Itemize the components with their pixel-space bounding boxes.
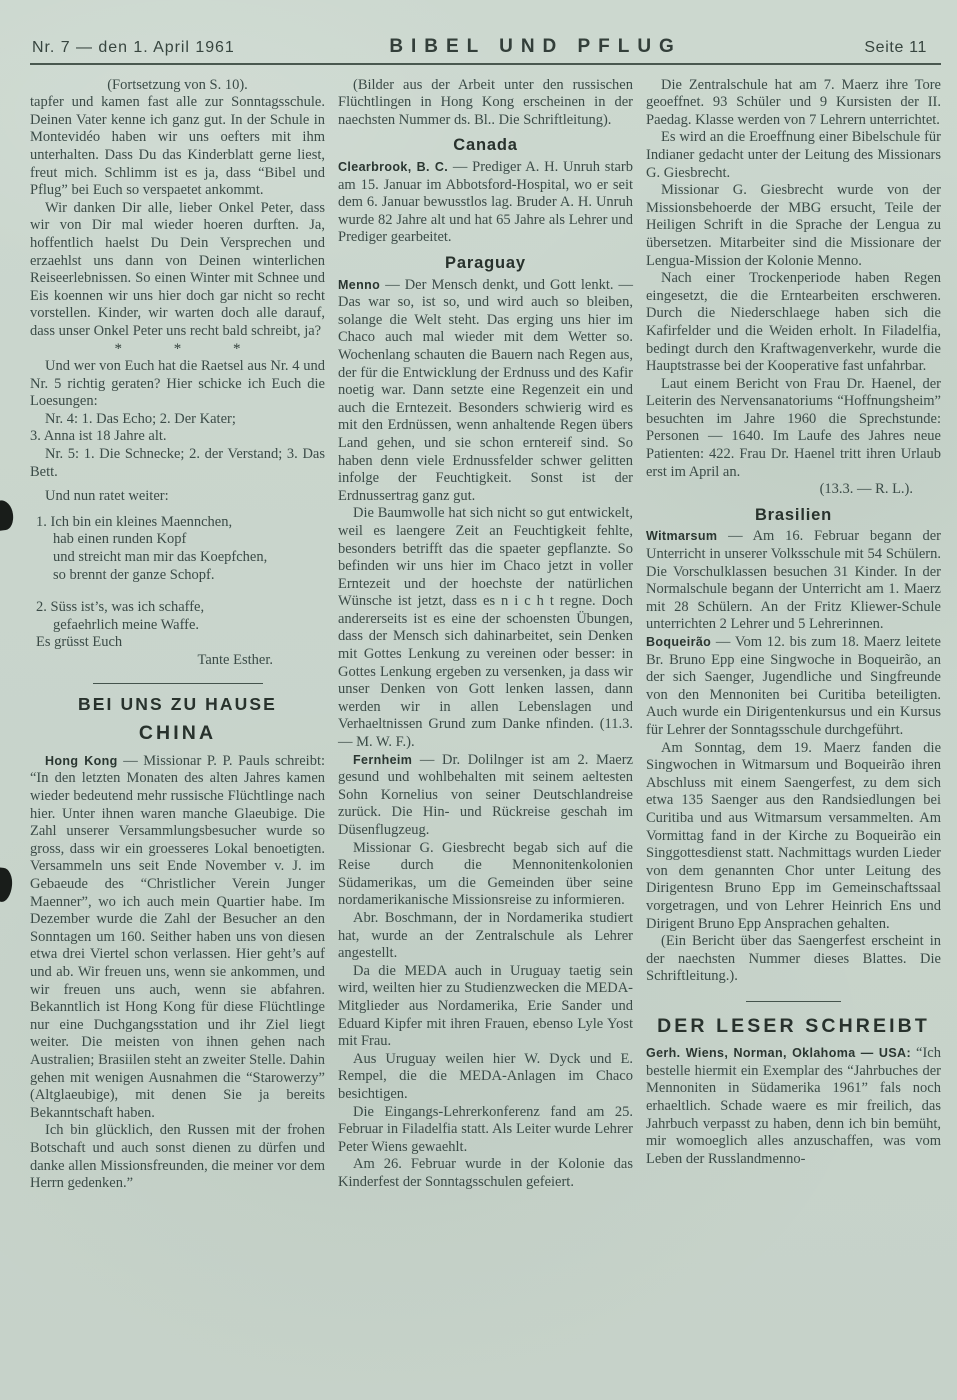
- paragraph: Und wer von Euch hat die Raetsel aus Nr. 4 und Nr. 5 richtig geraten? Hier schicke ich Euch die Loesungen:: [30, 358, 325, 410]
- paragraph-wiens: [646, 1045, 941, 1168]
- page-number: Seite 11: [864, 39, 927, 56]
- paragraph: Am 26. Februar wurde in der Kolonie das Kinderfest der Sonntagsschulen gefeiert.: [338, 1156, 633, 1190]
- paragraph: (Ein Bericht über das Saengerfest erscheint in der naechsten Nummer dieses Blattes. Die Schriftleitung.).: [646, 933, 941, 985]
- dateline-hong-kong: Hong Kong: [45, 753, 118, 768]
- paragraph: Laut einem Bericht von Frau Dr. Haenel, der Leiterin des Nervensanatoriums “Hoffnungsheim” besuchten im Jahre 1960 die Sprechstunde: Personen — 1640. Im Laufe des Jahres neue Patienten: 422. Frau Dr. Haenel tritt ihren Urlaub erst im April an.: [646, 375, 941, 480]
- paragraph: Und nun ratet weiter:: [45, 488, 169, 505]
- riddle-line: gefaehrlich meine Waffe.: [53, 616, 200, 633]
- section-heading-canada: Canada: [453, 136, 518, 155]
- issue-date: Nr. 7 — den 1. April 1961: [32, 39, 235, 56]
- section-heading-china: CHINA: [138, 722, 217, 745]
- dateline-menno: Menno: [338, 277, 381, 292]
- section-heading-bei-uns-zu-hause: BEI UNS ZU HAUSE: [78, 693, 277, 714]
- paragraph-menno: [338, 277, 633, 506]
- paragraph-text: — Am 16. Februar begann der Unterricht in unserer Volksschule mit 54 Schülern. Die Vorschulklassen besuchen 31 Kinder. In der Normalschule begann der Unterricht am 1. Maerz mit 28 Schülern. An der Fritz Kliewer-Schule unterrichten 2 Lehrer und 5 Lehrerinnen.: [646, 528, 941, 633]
- paragraph: Aus Uruguay weilen hier W. Dyck und E. Rempel, die die MEDA-Anlagen im Chaco besichtigen.: [338, 1050, 633, 1102]
- riddle-line: 2. Süss ist’s, was ich schaffe,: [36, 599, 205, 616]
- paragraph: (Bilder aus der Arbeit unter den russischen Flüchtlingen in Hong Kong erscheinen in der naechsten Nummer ds. Bl.. Die Schriftleitung).: [338, 76, 633, 128]
- closing-line: Es grüsst Euch: [36, 634, 123, 651]
- dateline-clearbrook: Clearbrook, B. C.: [338, 160, 449, 174]
- column-1: [30, 77, 325, 1193]
- paragraph: Ich bin glücklich, den Russen mit der frohen Botschaft und auch sonst dienen zu dürfen und danke allen Missionsfreunden, die meiner vor dem Herrn gedenken.”: [30, 1122, 325, 1192]
- dateline-boqueirao: Boqueirão: [646, 635, 712, 650]
- paragraph-fernheim: [338, 752, 633, 840]
- paragraph: Am Sonntag, dem 19. Maerz fanden die Singwochen in Witmarsum und Boqueirão ihren Abschluss mit einem Saengerfest, zu dem sich etwa 135 Saenger aus den Randsiedlungen bei Curitiba und aus Witmarsum versammelten. Am Vormittag fand in der Kirche zu Boqueirão ein Singgottesdienst statt. Nachmittags wurden Lieder von dem genannten Chor unter Leitung des Dirigentesn Bruno Epp im Gemeinschaftssaal vorgetragen, und von Lehrer Heinrich Ens und Dirigent Bruno Epp Ansprachen gehalten.: [646, 739, 941, 932]
- paragraph-clearbrook: [338, 159, 633, 247]
- column-layout: [0, 65, 957, 1193]
- dateline-fernheim: Fernheim: [353, 752, 413, 767]
- paragraph: Abr. Boschmann, der in Nordamerika studiert hat, wurde an der Zentralschule als Lehrer angestellt.: [338, 909, 633, 962]
- report-date-initials: (13.3. — R. L.).: [819, 481, 913, 498]
- paragraph-text: “Ich bestelle hiermit ein Exemplar des “Jahrbuches der Mennoniten in Südamerika 1961” fals noch erhaeltlich. Schade waere es mir freilich, das Jahrbuch verpasst zu haben, denn ich bin bemüht, mir womoeglich alles anzuschaffen, was vom Leben der Russlandmenno-: [646, 1045, 941, 1167]
- riddle-2: [36, 599, 325, 634]
- paragraph: 3. Anna ist 18 Jahre alt.: [30, 428, 167, 445]
- section-separator-stars: * * *: [114, 340, 241, 357]
- riddle-line: 1. Ich bin ein kleines Maennchen,: [36, 513, 233, 530]
- signature: Tante Esther.: [197, 652, 273, 668]
- paragraph: Es wird an die Eroeffnung einer Bibelschule für Indianer gedacht unter der Leitung des Missionars G. Giesbrecht.: [646, 129, 941, 181]
- paragraph-text: — Der Mensch denkt, und Gott lenkt. — Das war so, ist so, und wird auch so bleiben, solange die Welt steht. Das erging uns hier im Chaco auch mal wieder mit dem Wetter so. Wochenlang schauten die Bauern nach Regen aus, der für die Entwicklung der Erdnuss und des Kafir noetig war. Dann setzte eine Regenzeit ein und auch die Erntezeit. Besonders schwierig wird es mit den Erdnüssen, wenn anhaltende Regen übers Land gehen, und sie schon erntereif sind. So haben denn viele Erdnussfelder schwer gelitten infolge der Feuchtigkeit. Sonst ist der Erdnussertrag ganz gut.: [338, 276, 633, 504]
- riddle-line: und streicht man mir das Koepfchen,: [53, 549, 268, 566]
- paragraph-text: — Prediger A. H. Unruh starb am 15. Januar im Abbotsford-Hospital, wo er seit dem 6. Januar bewusstlos lag. Bruder A. H. Unruh wurde 82 Jahre alt und hat 65 Jahre als Lehrer und Prediger gearbeitet.: [338, 159, 633, 246]
- continuation-note: (Fortsetzung von S. 10).: [107, 76, 248, 93]
- paragraph: Die Zentralschule hat am 7. Maerz ihre Tore geoeffnet. 93 Schüler und 9 Kursisten der II. Paedag. Klasse werden von 7 Lehrern unterrichtet.: [646, 76, 941, 128]
- dateline-witmarsum: Witmarsum: [646, 529, 718, 544]
- dateline-wiens: Gerh. Wiens, Norman, Oklahoma — USA:: [646, 1046, 911, 1061]
- paragraph-witmarsum: [646, 528, 941, 634]
- section-heading-paraguay: Paraguay: [445, 253, 526, 272]
- riddle-line: so brennt der ganze Schopf.: [53, 566, 215, 583]
- spacer: [30, 481, 325, 488]
- newspaper-title: BIBEL UND PFLUG: [389, 36, 682, 57]
- section-divider: [746, 1001, 841, 1002]
- paragraph: Nr. 4: 1. Das Echo; 2. Der Kater;: [45, 410, 236, 427]
- riddle-line: hab einen runden Kopf: [53, 531, 187, 548]
- paragraph-text: — Vom 12. bis zum 18. Maerz leitete Br. Bruno Epp eine Singwoche in Boqueirão, an der sich Saenger, Jugendliche und Singfreunde von den Mennoniten bei Curitiba beteiligten. Auch wurde ein Dirigentenkursus und ein Kursus für Lehrer der Sonntagsschule durchgeführt.: [646, 634, 941, 738]
- paragraph: Die Baumwolle hat sich nicht so gut entwickelt, weil es laengere Zeit an Feuchtigkeit fehlte, besonders betrifft das die spaeter gepflanzte. So befinden wir uns hier im Chaco jetzt in voller Erntezeit und der hoechste der natürlichen Wünsche ist jetzt, dass es n i c h t regne. Doch andererseits ist es eine der schoensten Übungen, dass der Mensch sich dahinarbeitet, sein Denken mit Gottes Lenkung zu vereinen oder besser: in Gottes Lenkung ergeben zu versenken, ja dass wir unser Denken von Gott lenken lassen, dann werden wir in allen Lebenslagen und Verhaeltnissen Grund zum Danke nfinden. (11.3. — M. W. F.).: [338, 505, 633, 751]
- paragraph: Nr. 5: 1. Die Schnecke; 2. der Verstand; 3. Das Bett.: [30, 446, 325, 480]
- paragraph: Wir danken Dir alle, lieber Onkel Peter, dass wir von Dir mal wieder hoeren durften. Ja, hoffentlich haelst Du Dein Versprechen und erzaehlst uns dann von Deinen winterlichen Reiseerlebnissen. So einen Winter mit Schnee und Eis koennen wir uns hier doch gar nicht so recht vorstellen. Kinder, wir warten doch alle darauf, dass unser Onkel Peter uns recht bald schreibt, ja?: [30, 199, 325, 339]
- paragraph: Die Eingangs-Lehrerkonferenz fand am 25. Februar in Filadelfia statt. Als Leiter wurde Lehrer Peter Wiens gewaehlt.: [338, 1103, 633, 1155]
- paragraph-boqueirao: [646, 634, 941, 740]
- spacer: [30, 584, 325, 591]
- paragraph-text: — Missionar P. P. Pauls schreibt: “In den letzten Monaten des alten Jahres kamen wieder bedeutend mehr russische Flüchtlinge nach hier. Unter ihnen waren manche Glaeubige. Die Zahl unserer Versammlungsbesucher wurde so gross, dass wir ein groesseres Lokal benoetigten. Versammeln uns seit Ende November v. J. im Gebaeude des “Christlicher Verein Junger Maenner”, wo ich auch mein Quartier habe. Im Dezember wurde die Zahl der Besucher an den Sonntagen um 160. Seither haben uns von diesen etwa drei Viertel schon verlassen. Hier geht’s auf und ab. Wir freuen uns, wenn sie ankommen, und wir freuen uns auch, wenn sie abfahren. Bekanntlich ist Hong Kong für diese Flüchtlinge nur eine Duchgangsstation und ihr Ziel liegt weiter. Die meisten von ihnen gehen nach Australien; Brasiilen steht an zweiter Stelle. Dahin gehen mit wenigen Ausnahmen die “Starowerzy” (Altglaeubige), mit denen Sie ja bereits Bekanntschaft haben.: [30, 752, 326, 1121]
- paragraph: Missionar G. Giesbrecht begab sich auf die Reise durch die Mennonitenkolonien Südamerikas, um die Gemeinden über seine nordamerikanische Missionsreise zu informieren.: [338, 839, 633, 909]
- column-2: [338, 77, 633, 1193]
- section-heading-brasilien: Brasilien: [754, 505, 833, 524]
- section-divider: [93, 683, 263, 684]
- paragraph: tapfer und kamen fast alle zur Sonntagsschule. Deinen Vater kenne ich ganz gut. In der Schule in Montevidéo haben wir uns oefters mit ihm unterhalten. Dass Du das Kinderblatt gerne liest, freut mich. Schlimm ist es ja, dass “Bibel und Pflug” bei Euch so verspaetet ankommt.: [30, 94, 325, 199]
- column-3: [646, 77, 941, 1193]
- paragraph-hong-kong: [30, 753, 325, 1122]
- page-header: [0, 0, 957, 63]
- riddle-1: [36, 514, 325, 584]
- paragraph: Da die MEDA auch in Uruguay taetig sein wird, weilten hier zu Studienzwecken die MEDA-Mitglieder aus Nordamerika, Erie Sander und Eduard Kipfer mit ihren Frauen, ebenso Lyle Yost mit Frau.: [338, 962, 633, 1050]
- paragraph: Missionar G. Giesbrecht wurde von der Missionsbehoerde der MBG ersucht, Teile der Heiligen Schrift in die Sprache der Lengua zu übersetzen. Mitarbeiter sind die Missionare der Lengua-Mission der Kolonie Menno.: [646, 182, 941, 269]
- paragraph-text: — Dr. Dolilnger ist am 2. Maerz gesund und wohlbehalten mit seinem aeltesten Sohn Kornelius von seiner Deutschlandreise zurück. Die Hin- und Rückreise geschah im Düsenflugzeug.: [338, 751, 634, 838]
- section-heading-der-leser-schreibt: DER LESER SCHREIBT: [657, 1014, 930, 1037]
- paragraph: Nach einer Trockenperiode haben Regen eingesetzt, die die Erntearbeiten erschweren. Durch die Niederschlaege haben sich die Kafirfelder und die Weiden erholt. In Filadelfia, bedingt durch den Kraftwagenverkehr, wurde die Hauptstrasse bei der Kooperative fast unfahrbar.: [646, 270, 941, 375]
